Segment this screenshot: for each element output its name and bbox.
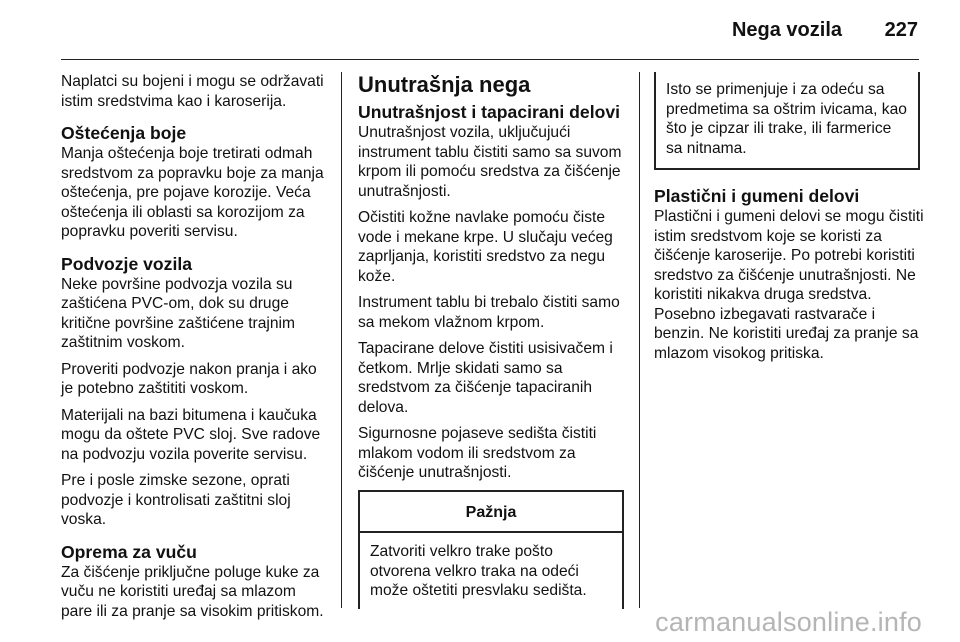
page-number: 227 [884,19,918,41]
paragraph: Proveriti podvozje nakon pranja i ako je potebno zaštititi voskom. [61,360,317,397]
paragraph: Instrument tablu bi trebalo čistiti samo sa mekom vlažnom krpom. [358,294,620,331]
caution-title: Pažnja [360,492,622,534]
caution-text-continued: Isto se primenjuje i za odeću sa predmetima sa oštrim ivicama, kao što je cipzar ili trake, ili farmerice sa nitnama. [666,81,907,157]
caution-text: Zatvoriti velkro trake pošto otvorena velkro traka na odeći može oštetiti presvlaku sedišta. [370,543,587,599]
paragraph: Materijali na bazi bitumena i kaučuka mogu da oštete PVC sloj. Sve radove na podvozju vozila poverite servisu. [61,406,321,463]
section-heading-paint-damage: Oštećenja boje [61,123,187,143]
section-heading-underbody: Podvozje vozila [61,253,193,274]
paragraph: Plastični i gumeni delovi se mogu čistiti istim sredstvom koje se koristi za čišćenje karoserije. Po potrebi koristiti sredstvo za čišćenje unutrašnjosti. Ne koristiti nikakva druga sredstva. Posebno izbegavati rastvarače i benzin. Ne koristiti uređaj za pranje sa mlazom visokog pritiska. [654,208,924,362]
paragraph: Sigurnosne pojaseve sedišta čistiti mlakom vodom ili sredstvom za čišćenje unutrašnjosti. [358,425,597,481]
column-2 [358,72,624,609]
intro-paragraph: Naplatci su bojeni i mogu se održavati istim sredstvima kao i karoserija. [61,73,324,110]
header-title: Nega vozila [731,19,842,41]
paragraph: Manja oštećenja boje tretirati odmah sredstvom za popravku boje za manja oštećenja, pre pojave korozije. Veća oštećenja ili oblasti sa korozijom za popravku poveriti servisu. [61,145,324,240]
paragraph: Očistiti kožne navlake pomoću čiste vode i mekane krpe. U slučaju većeg zaprljanja, koristiti sredstvo za negu kože. [358,209,613,285]
column-divider-2 [639,72,640,608]
section-heading-interior: Unutrašnjost i tapacirani delovi [358,102,621,122]
caution-notice-continued [654,72,920,170]
main-section-title: Unutrašnja nega [358,72,531,97]
column-divider-1 [341,72,342,608]
paragraph: Neke površine podvozja vozila su zaštićena PVC-om, dok su druge kritične površine zaštićene trajnim zaštitnim voskom. [61,275,295,351]
paragraph: Za čišćenje priključne poluge kuke za vuču ne koristiti uređaj sa mlazom pare ili za pranje sa visokim pritiskom. [61,563,324,620]
paragraph: Unutrašnjost vozila, uključujući instrument tablu čistiti samo sa suvom krpom ili pomoću sredstva za čišćenje unutrašnjosti. [358,124,622,200]
paragraph: Pre i posle zimske sezone, oprati podvozje i kontrolisati zaštitni sloj voska. [61,472,291,528]
header-rule [61,59,919,60]
column-1 [61,72,329,628]
caution-notice [358,490,624,609]
section-heading-plastic-rubber: Plastični i gumeni delovi [654,186,860,206]
page-header [0,0,960,60]
column-3 [654,72,926,370]
section-heading-towing-equipment: Oprema za vuču [61,541,197,562]
paragraph: Tapacirane delove čistiti usisivačem i četkom. Mrlje skidati samo sa sredstvom za čišćenje tapaciranih delova. [358,340,613,416]
watermark: carmanualsonline.info [655,607,922,637]
